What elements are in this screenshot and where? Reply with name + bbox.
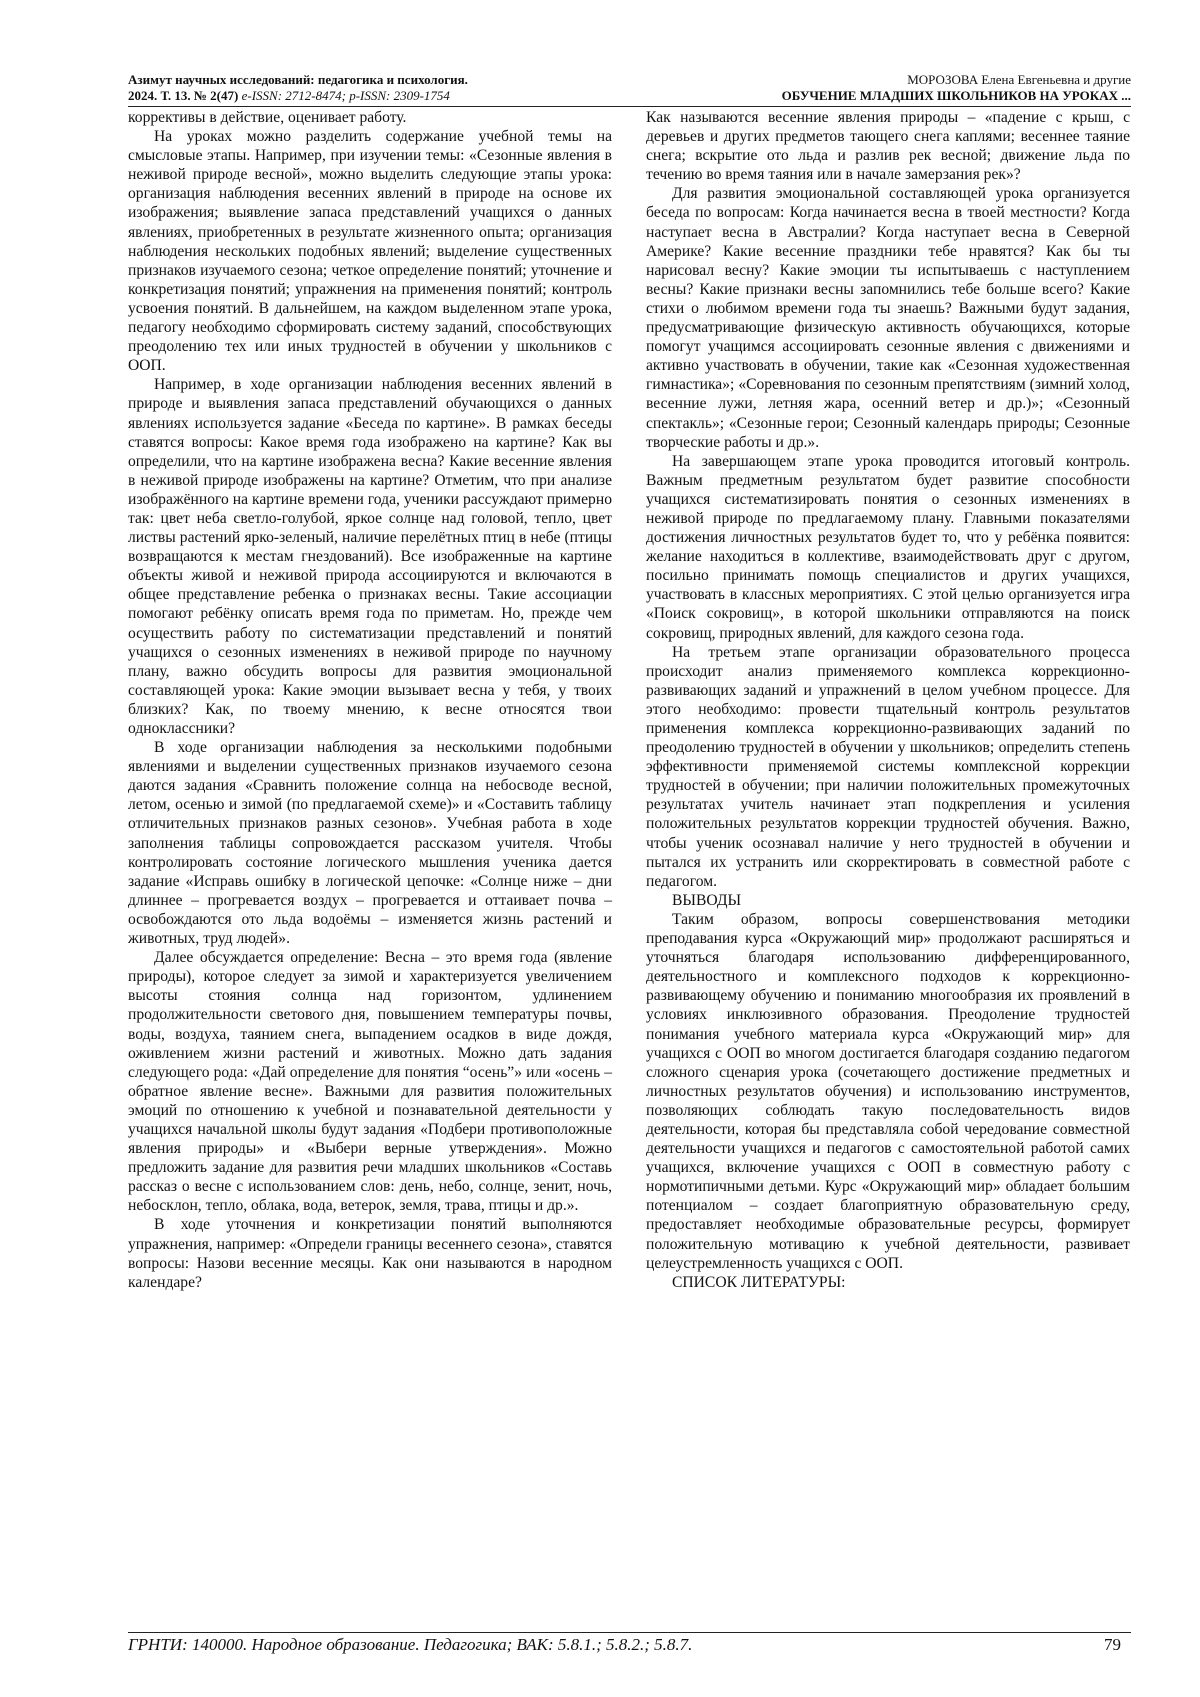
header-article-info xyxy=(782,72,1131,104)
paragraph: Для развития эмоциональной составляющей урока организуется беседа по вопросам: Когда начинается весна в твоей местности? Когда наступает весна в Австралии? Когда наступает весна в Северной Америке? Какие весенние праздники тебе нравятся? Как бы ты нарисовал весну? Какие эмоции ты испытываешь с наступлением весны? Какие признаки весны запомнились тебе больше всего? Какие стихи о любимом времени года ты знаешь? Важными будут задания, предусматривающие физическую активность обучающихся, которые помогут учащимся ассоциировать сезонные явления с движениями и активно участвовать в обучении, такие как «Сезонная художественная гимнастика»; «Соревнования по сезонным препятствиям (зимний холод, весенние лужи, летняя жара, осенний ветер и др.)»; «Сезонный спектакль»; «Сезонные герои; Сезонный календарь природы; Сезонные творческие работы и др.». xyxy=(646,185,1130,451)
article-title: ОБУЧЕНИЕ МЛАДШИХ ШКОЛЬНИКОВ НА УРОКАХ ... xyxy=(781,88,1131,103)
section-heading-references: СПИСОК ЛИТЕРАТУРЫ: xyxy=(672,1273,846,1291)
paragraph: На завершающем этапе урока проводится итоговый контроль. Важным предметным результатом будет развитие способности учащихся систематизировать понятия о сезонных изменениях в неживой природе по предлагаемому плану. Главными показателями достижения личностных результатов будет то, что у ребёнка появится: желание находиться в коллективе, взаимодействовать друг с другом, посильно принимать помощь специалистов и других учащихся, участвовать в классных мероприятиях. С этой целью организуется игра «Поиск сокровищ», в которой школьники отправляются на поиск сокровищ, природных явлений, для каждого сезона года. xyxy=(646,452,1130,642)
section-heading-conclusions: ВЫВОДЫ xyxy=(672,891,742,909)
issn-electronic: e-ISSN: 2712-8474; xyxy=(241,88,346,103)
paragraph: В ходе уточнения и конкретизации понятий выполняются упражнения, например: «Определи границы весеннего сезона», ставятся вопросы: Назови весенние месяцы. Как они называются в народном календаре? xyxy=(128,1216,612,1291)
running-header xyxy=(128,72,1131,106)
header-rule xyxy=(128,106,1131,107)
paragraph: На третьем этапе организации образовательного процесса происходит анализ применяемого комплекса коррекционно-развивающих заданий и упражнений в целом учебном процессе. Для этого необходимо: провести тщательный контроль результатов применения комплекса коррекционно-развивающих заданий по преодолению трудностей в обучении у школьников; определить степень эффективности применяемой системы комплексной коррекции трудностей в обучении; при наличии положительных промежуточных результатах учитель начинает этап подкрепления и усиления положительных результатов коррекции трудностей обучения. Важно, чтобы ученик осознавал наличие у него трудностей в обучении и пытался их устранить или скорректировать в совместной работе с педагогом. xyxy=(646,643,1130,890)
paragraph: Далее обсуждается определение: Весна – это время года (явление природы), которое следует за зимой и характеризуется увеличением высоты стояния солнца над горизонтом, удлинением продолжительности светового дня, повышением температуры почвы, воды, воздуха, таянием снега, выпадением осадков в виде дождя, оживлением жизни растений и животных. Можно дать задания следующего рода: «Дай определение для понятия “осень”» или «осень – обратное явление весне». Важными для развития положительных эмоций по отношению к учебной и познавательной деятельности у учащихся начальной школы будут задания «Подбери противоположные явления природы» и «Выбери верные утверждения». Можно предложить задание для развития речи младших школьников «Составь рассказ о весне с использованием слов: день, небо, солнце, зенит, ночь, небосклон, тепло, облака, вода, ветерок, земля, трава, птицы и др.». xyxy=(128,949,612,1215)
classification-codes: ГРНТИ: 140000. Народное образование. Педагогика; ВАК: 5.8.1.; 5.8.2.; 5.8.7. xyxy=(128,1635,693,1654)
paragraph: Например, в ходе организации наблюдения весенних явлений в природе и выявления запаса представлений обучающихся о данных явлениях используется задание «Беседа по картине». В рамках беседы ставятся вопросы: Какое время года изображено на картине? Как вы определили, что на картине изображена весна? Какие весенние явления в неживой природе изображены на картине? Отметим, что при анализе изображённого на картине времени года, ученики рассуждают примерно так: цвет неба светло-голубой, яркое солнце над головой, тепло, цвет листвы растений ярко-зеленый, наличие перелётных птиц в небе (птицы возвращаются к местам гнездований). Все изображенные на картине объекты живой и неживой природа ассоциируются и включаются в общее представление ребенка о признаках весны. Такие ассоциации помогают ребёнку описать время года по приметам. Но, прежде чем осуществить работу по систематизации представлений и понятий учащихся о сезонных изменениях в неживой природе по научному плану, важно обсудить вопросы для развития эмоциональной составляющей урока: Какие эмоции вызывает весна у тебя, у твоих близких? Как, по твоему мнению, к весне относятся твои одноклассники? xyxy=(128,376,612,737)
journal-name: Азимут научных исследований: педагогика и психология. xyxy=(128,72,468,87)
paragraph: На уроках можно разделить содержание учебной темы на смысловые этапы. Например, при изучении темы: «Сезонные явления в неживой природе весной», можно выделить следующие этапы урока: организация наблюдения весенних явлений в природе на основе их изображения; выявление запаса представлений учащихся о данных явлениях, приобретенных в результате жизненного опыта; организация наблюдения нескольких подобных явлений; выделение существенных признаков изучаемого сезона; четкое определение понятий; уточнение и конкретизация понятий; упражнения на применения понятий; контроль усвоения понятий. В дальнейшем, на каждом выделенном этапе урока, педагогу необходимо сформировать систему заданий, способствующих преодолению тех или иных трудностей в обучении у школьников с ООП. xyxy=(128,128,612,375)
paragraph: коррективы в действие, оценивает работу. xyxy=(128,109,407,126)
right-column xyxy=(646,108,1130,1292)
header-journal-info xyxy=(128,72,468,104)
paragraph: Как называются весенние явления природы – «падение с крыш, с деревьев и других предметов тающего снега каплями; весеннее таяние снега; вскрытие ото льда и разлив рек весной; движение льда по течению во время таяния или в начале замерзания рек»? xyxy=(646,109,1130,184)
running-footer xyxy=(128,1634,1131,1656)
journal-issue: 2024. Т. 13. № 2(47) xyxy=(128,88,239,103)
paragraph: В ходе организации наблюдения за несколькими подобными явлениями и выделении существенных признаков изучаемого сезона даются задания «Сравнить положение солнца на небосводе весной, летом, осенью и зимой (по предлагаемой схеме)» и «Составить таблицу отличительных признаков разных сезонов». Учебная работа в ходе заполнения таблицы сопровождается рассказом учителя. Чтобы контролировать состояние логического мышления ученика дается задание «Исправь ошибку в логической цепочке: «Солнце ниже – дни длиннее – прогревается воздух – прогревается и оттаивает почва – освобождаются ото льда водоёмы – изменяется жизнь растений и животных, труд людей». xyxy=(128,739,612,948)
paragraph: Таким образом, вопросы совершенствования методики преподавания курса «Окружающий мир» продолжают расширяться и уточняться благодаря использованию дифференцированного, деятельностного и комплексного подходов к коррекционно-развивающему обучению и пониманию многообразия их проявлений в условиях инклюзивного образования. Преодоление трудностей понимания учебного материала курса «Окружающий мир» для учащихся с ООП во многом достигается благодаря созданию педагогом сложного сценария урока (сочетающего достижение предметных и личностных результатов обучения) и использованию инструментов, позволяющих соблюдать такую последовательность видов деятельности, которая бы представляла собой чередование совместной деятельности учащихся и педагогов с самостоятельной работой самих учащихся, включение учащихся с ООП в совместную работу с нормотипичными детьми. Курс «Окружающий мир» обладает большим потенциалом – создает благоприятную образовательную среду, предоставляет необходимые образовательные ресурсы, формирует положительную мотивацию к учебной деятельности, развивает целеустремленность учащихся с ООП. xyxy=(646,910,1130,1272)
article-authors: МОРОЗОВА Елена Евгеньевна и другие xyxy=(907,72,1131,87)
page-number: 79 xyxy=(1104,1635,1121,1654)
issn-print: p-ISSN: 2309-1754 xyxy=(349,88,450,103)
left-column xyxy=(128,108,612,1292)
footer-rule xyxy=(128,1632,1131,1633)
